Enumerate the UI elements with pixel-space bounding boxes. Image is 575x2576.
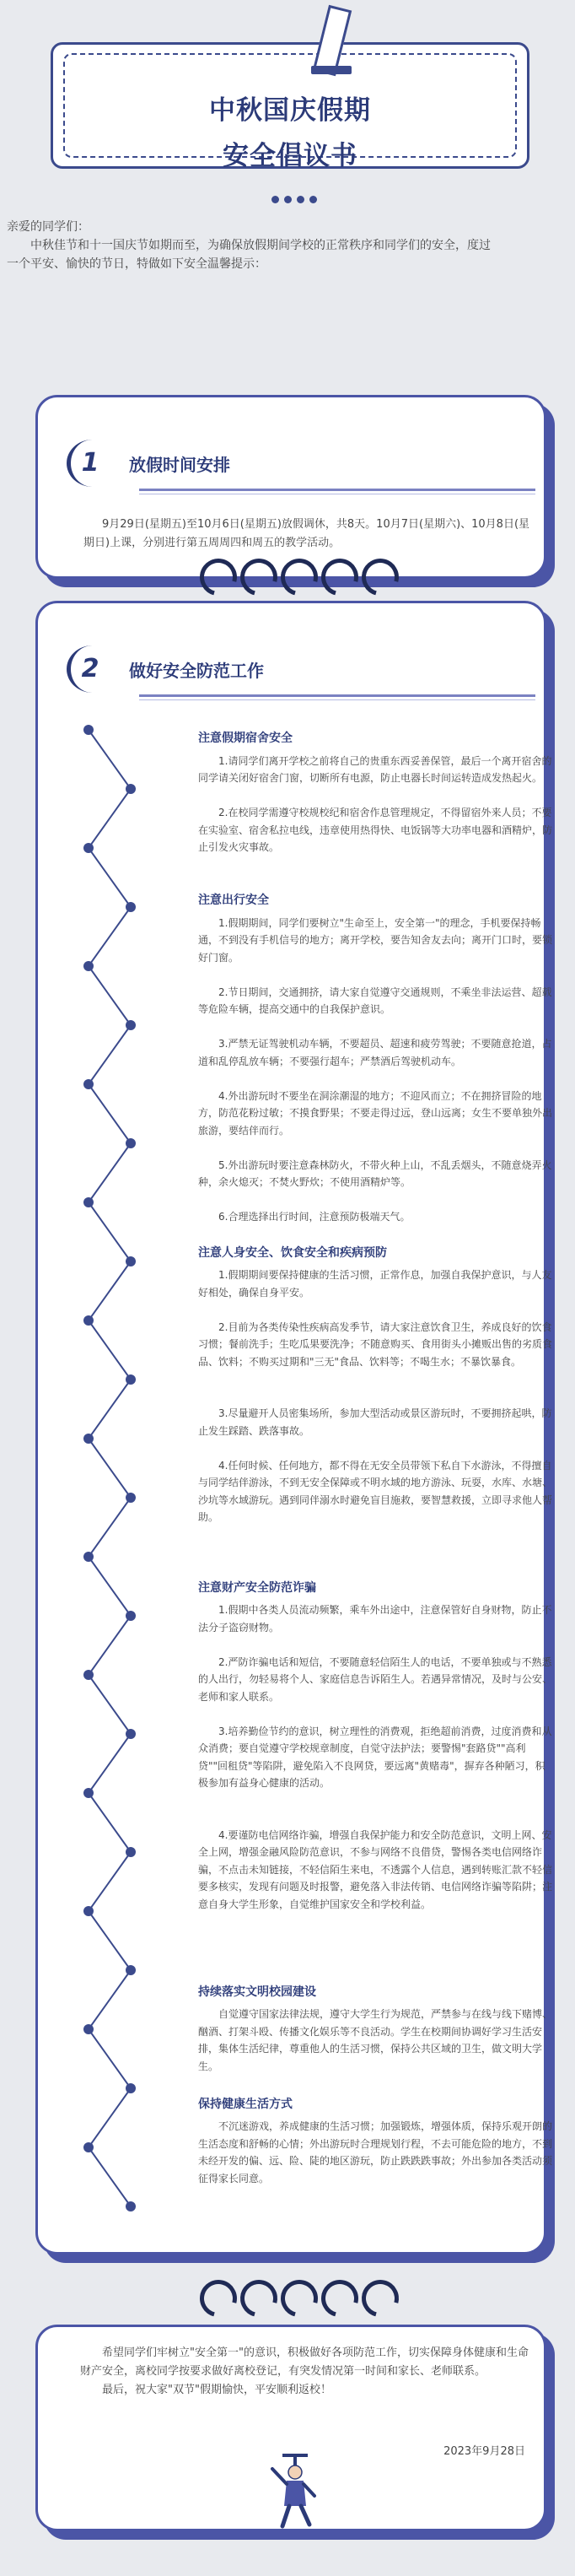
timeline-node — [83, 1434, 94, 1444]
paragraph: 不沉迷游戏，养成健康的生活习惯；加强锻炼，增强体质，保持乐观开朗的生活态度和舒畅的心情；外出游玩时合理规划行程，不去可能危险的地方，不到未经开发的偏、远、险、陡的地区游玩，防止跌跌跌事故；外出参加各类活动须征得家长同意。 — [198, 2120, 552, 2184]
ring-icon — [355, 552, 406, 602]
ring-icon — [234, 2273, 284, 2324]
paragraph: 1.假期期间要保持健康的生活习惯，正常作息，加强自我保护意识，与人友好相处，确保自身平安。 — [198, 1269, 552, 1299]
ring-icon — [355, 2273, 406, 2324]
timeline-node — [126, 1493, 136, 1503]
subheading-property: 注意财产安全防范诈骗 — [198, 1580, 316, 1595]
timeline-node — [83, 1788, 94, 1798]
paragraph: 3.尽量避开人员密集场所，参加大型活动或景区游玩时，不要拥挤起哄，防止发生踩踏、跌落事故。 — [198, 1407, 552, 1437]
paragraph: 6.合理选择出行时间，注意预防极端天气。 — [218, 1211, 411, 1223]
timeline-node — [126, 2201, 136, 2211]
ring-icon — [314, 552, 365, 602]
section-header — [67, 440, 230, 487]
timeline-node — [83, 725, 94, 735]
paragraph: 4.任何时候、任何地方，都不得在无安全员带领下私自下水游泳，不得擅自与同学结伴游泳，不到无安全保障或不明水域的地方游泳、玩耍，水库、水塘、沙坑等水域游玩。遇到同伴溺水时避免盲目施救，要智慧救援，立即寻求他人帮助。 — [198, 1459, 552, 1523]
paragraph: 1.假期中各类人员流动频繁，乘车外出途中，注意保管好自身财物，防止不法分子盗窃财物。 — [198, 1604, 552, 1634]
safety-content — [198, 730, 552, 2222]
timeline-node — [83, 1670, 94, 1680]
timeline-node — [83, 1315, 94, 1326]
timeline-node — [126, 1611, 136, 1621]
closing-wishes: 最后，祝大家"双节"假期愉快，平安顺利返校！ — [102, 2384, 331, 2396]
page-title-line1: 中秋国庆假期 — [209, 95, 371, 126]
paragraph: 4.要谨防电信网络诈骗，增强自我保护能力和安全防范意识，文明上网、安全上网，增强金融风险防范意识，不参与网络不良借贷，警惕各类电信网络诈骗，不点击未知链接，不轻信陌生来电，不透露个人信息，遇到转账汇款不轻信要多核实，发现有问题及时报警，避免落入非法传销、电信网络诈骗等陷阱；注意自身大学生形象，自觉维护国家安全和学校利益。 — [198, 1828, 552, 1910]
ring-icon — [274, 2273, 325, 2324]
dot — [271, 196, 279, 203]
timeline-node — [126, 1020, 136, 1030]
ring-icon — [234, 552, 284, 602]
timeline-node — [126, 784, 136, 794]
timeline-node — [126, 902, 136, 912]
section-header — [67, 645, 264, 693]
timeline-node — [83, 2142, 94, 2152]
section-number: 2 — [67, 645, 114, 693]
binder-rings — [200, 2280, 399, 2317]
timeline-decoration — [55, 721, 139, 2232]
timeline-node — [83, 2024, 94, 2034]
section-underline-thin — [139, 699, 535, 700]
page-title-line2: 安全倡议书 — [223, 141, 357, 171]
subheading-lifestyle: 保持健康生活方式 — [198, 2097, 293, 2111]
section-underline — [139, 694, 535, 697]
subheading-dorm: 注意假期宿舍安全 — [198, 732, 293, 745]
timeline-node — [83, 961, 94, 971]
header-dots — [271, 196, 317, 203]
paragraph: 5.外出游玩时要注意森林防火，不带火种上山，不乱丢烟头，不随意烧弄火种，余火熄灭；不焚火野炊；不使用酒精炉等。 — [198, 1158, 552, 1188]
intro — [7, 218, 575, 273]
dot — [284, 196, 292, 203]
section-underline — [139, 489, 535, 491]
paragraph: 1.请同学们离开学校之前将自己的贵重东西妥善保管，最后一个离开宿舍的同学请关闭好宿舍门窗，切断所有电源，防止电器长时间运转造成发热起火。 — [198, 754, 552, 784]
ring-icon — [193, 2273, 244, 2324]
paragraph: 2.节日期间，交通拥挤，请大家自觉遵守交通规则，不乘坐非法运营、超载等危险车辆，提高交通中的自我保护意识。 — [198, 986, 552, 1015]
dot — [297, 196, 304, 203]
timeline-node — [83, 1552, 94, 1562]
section-safety — [35, 601, 552, 2255]
section-closing — [35, 2325, 546, 2531]
timeline-node — [126, 1729, 136, 1739]
timeline-line — [89, 730, 131, 2206]
timeline-node — [126, 1374, 136, 1385]
header-card — [51, 42, 529, 169]
ring-icon — [314, 2273, 365, 2324]
timeline-node — [83, 843, 94, 853]
intro-paragraph-2: 一个平安、愉快的节日，特做如下安全温馨提示： — [7, 257, 266, 271]
ring-icon — [193, 552, 244, 602]
closing-content — [80, 2344, 535, 2400]
paragraph: 1.假期期间，同学们要树立"生命至上，安全第一"的理念，手机要保持畅通，不到没有手机信号的地方；离开学校，要告知舍友去向；离开门口时，要锁好门窗。 — [198, 916, 552, 964]
intro-paragraph: 中秋佳节和十一国庆节如期而至，为确保放假期间学校的正常秩序和同学们的安全，度过 — [30, 239, 491, 252]
header — [51, 25, 529, 169]
paragraph: 2.严防诈骗电话和短信，不要随意轻信陌生人的电话，不要单独或与不熟悉的人出行，勿轻易将个人、家庭信息告诉陌生人。若遇异常情况，及时与公安、老师和家人联系。 — [198, 1655, 552, 1703]
closing-paragraph: 希望同学们牢树立"安全第一"的意识，积极做好各项防范工作，切实保障身体健康和生命财产安全，离校同学按要求做好离校登记，有突发情况第一时间和家长、老师联系。 — [80, 2346, 529, 2378]
paragraph: 自觉遵守国家法律法规，遵守大学生行为规范，严禁参与在线与线下赌博、酗酒、打架斗殴、传播文化娱乐等不良活动。学生在校期间协调好学习生活安排，集体生活纪律，尊重他人的生活习惯，保持公共区域的卫生，做文明大学生。 — [198, 2008, 552, 2072]
timeline-node — [83, 1197, 94, 1207]
paragraph: 3.严禁无证驾驶机动车辆，不要超员、超速和疲劳驾驶；不要随意抢道，占道和乱停乱放车辆；不要强行超车；严禁酒后驾驶机动车。 — [198, 1038, 552, 1067]
section-body: 9月29日(星期五)至10月6日(星期五)放假调休，共8天。10月7日(星期六)、10月8日(星期日)上课，分别进行第五周周四和周五的教学活动。 — [83, 518, 530, 549]
timeline-node — [126, 1256, 136, 1266]
timeline-node — [83, 1906, 94, 1916]
subheading-civility: 持续落实文明校园建设 — [198, 1985, 316, 1999]
section-title: 做好安全防范工作 — [129, 660, 264, 681]
binder-rings — [200, 559, 399, 596]
student-figure-icon — [266, 2454, 325, 2530]
paragraph: 2.在校同学需遵守校规校纪和宿舍作息管理规定，不得留宿外来人员；不要在实验室、宿舍私拉电线，违章使用热得快、电饭锅等大功率电器和酒精炉，防止引发火灾事故。 — [198, 807, 552, 853]
ring-icon — [274, 552, 325, 602]
clip-base-decoration — [311, 66, 352, 74]
section-holiday-schedule — [35, 395, 546, 579]
timeline-node — [126, 1965, 136, 1975]
document-date: 2023年9月28日 — [443, 2445, 525, 2458]
dot — [309, 196, 317, 203]
timeline-node — [126, 1138, 136, 1148]
paragraph: 2.目前为各类传染性疾病高发季节，请大家注意饮食卫生，养成良好的饮食习惯；餐前洗手；生吃瓜果要洗净；不随意购买、食用街头小摊贩出售的劣质食品、饮料；不购买过期和"三无"食品、饮料等；不喝生水；不暴饮暴食。 — [198, 1320, 552, 1368]
paragraph: 4.外出游玩时不要坐在洞涂潮湿的地方；不迎风而立；不在拥挤冒险的地方，防范花粉过敏；不摸食野果；不要走得过远，登山远离；女生不要单独外出旅游，要结伴而行。 — [198, 1089, 552, 1137]
subheading-travel: 注意出行安全 — [198, 894, 269, 907]
greeting: 亲爱的同学们： — [7, 220, 89, 234]
paragraph: 3.培养勤俭节约的意识，树立理性的消费观，拒绝超前消费，过度消费和从众消费；要自觉遵守学校规章制度，自觉守法护法；要警惕"套路贷""高利贷""回租贷"等陷阱，避免陷入不良网贷，要远离"黄赌毒"，摒弃各种陋习，积极参加有益身心健康的活动。 — [198, 1725, 552, 1789]
timeline-node — [83, 1079, 94, 1089]
subheading-personal: 注意人身安全、饮食安全和疾病预防 — [198, 1245, 387, 1260]
section-title: 放假时间安排 — [129, 454, 230, 475]
section-number: 1 — [67, 440, 114, 487]
timeline-node — [126, 1847, 136, 1857]
timeline-node — [126, 2083, 136, 2093]
